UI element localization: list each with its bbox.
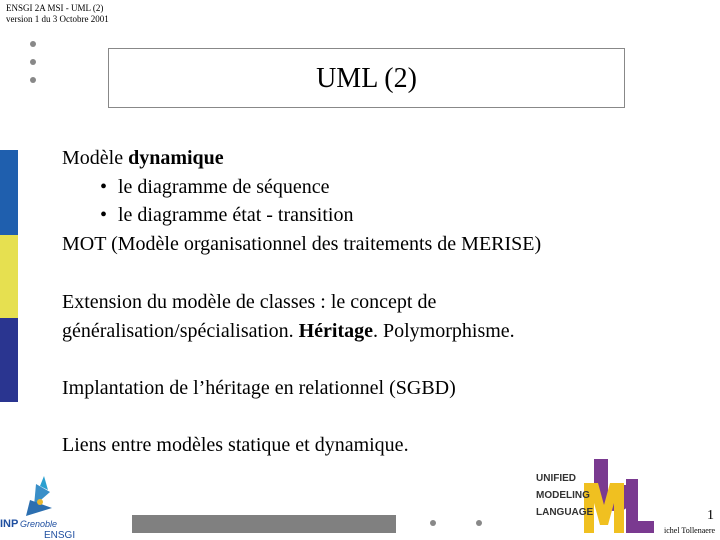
band-navy (0, 318, 18, 402)
header-version: version 1 du 3 Octobre 2001 (6, 14, 109, 24)
footer-author: ichel Tollenaere (664, 526, 716, 535)
line-implantation: Implantation de l’héritage en relationnel (SGBD) (62, 377, 456, 399)
line-modele-dynamique: Modèle dynamique (62, 147, 224, 169)
slide-title: UML (2) (316, 63, 417, 94)
decor-dot (30, 59, 36, 65)
line-liens: Liens entre modèles statique et dynamique. (62, 434, 409, 456)
footer-bar (132, 515, 396, 533)
bullet-etat-transition: • le diagramme état - transition (100, 204, 354, 226)
decor-dot (430, 520, 436, 526)
logo-ensgi-text: ENSGI (44, 530, 76, 540)
inp-grenoble-logo (0, 470, 82, 540)
line-extension-1: Extension du modèle de classes : le concept de (62, 291, 437, 313)
uml-modeling-text: MODELING (536, 490, 590, 501)
decor-dot (476, 520, 482, 526)
logo-inp-text: INP (0, 518, 19, 530)
decor-dot (30, 41, 36, 47)
title-box (108, 48, 625, 108)
decor-dot (30, 77, 36, 83)
band-blue (0, 150, 18, 235)
bullet-sequence: • le diagramme de séquence (100, 176, 330, 198)
line-mot: MOT (Modèle organisationnel des traitements de MERISE) (62, 233, 542, 255)
band-yellow (0, 235, 18, 318)
page-number: 1 (707, 508, 714, 523)
uml-language-text: LANGUAGE (536, 507, 594, 518)
line-extension-2: généralisation/spécialisation. Héritage. Polymorphisme. (62, 320, 515, 342)
logo-grenoble-text: Grenoble (20, 519, 58, 529)
header-course: ENSGI 2A MSI - UML (2) (6, 3, 104, 13)
uml-logo (532, 455, 662, 537)
uml-unified-text: UNIFIED (536, 473, 576, 484)
